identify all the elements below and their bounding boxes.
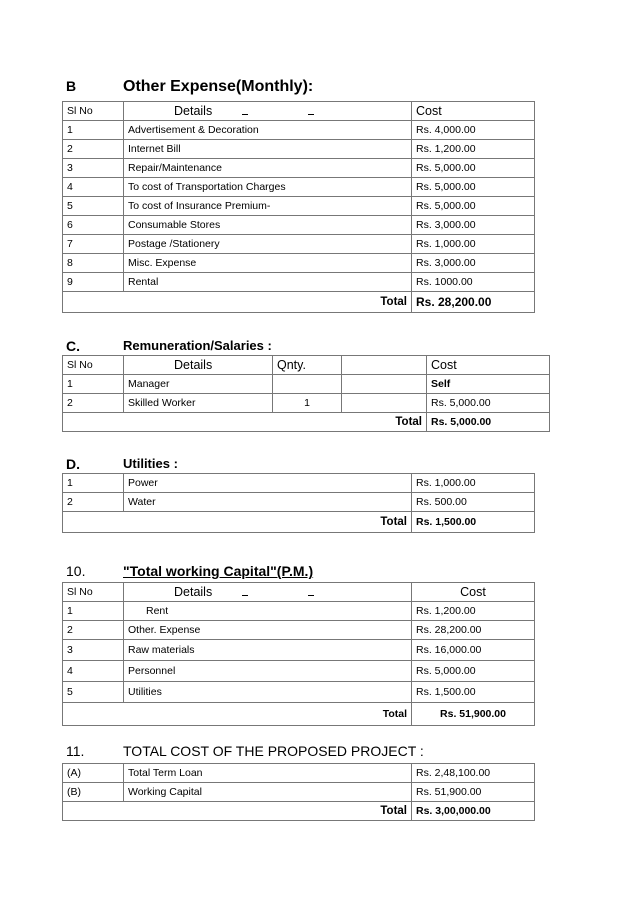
row-details: Total Term Loan: [124, 764, 412, 783]
total-row: [63, 703, 535, 726]
table-row: [63, 197, 535, 216]
details-header: Details: [124, 356, 273, 375]
table-row: [63, 682, 535, 703]
section-d-title: Utilities :: [123, 456, 178, 471]
section-c-letter: C.: [66, 338, 80, 354]
section-10-number: 10.: [66, 563, 86, 579]
total-cost-table: [62, 763, 535, 821]
total-value: Rs. 3,00,000.00: [412, 802, 535, 821]
table-row: [63, 159, 535, 178]
row-cost: Rs. 5,000.00: [412, 661, 535, 682]
total-label: Total: [63, 703, 412, 726]
row-cost: Rs. 1,200.00: [412, 140, 535, 159]
table-header-row: [63, 356, 550, 375]
table-row: [63, 764, 535, 783]
row-sl: 4: [63, 178, 124, 197]
row-cost: Rs. 3,000.00: [412, 254, 535, 273]
row-details: Skilled Worker: [124, 394, 273, 413]
section-11-title: TOTAL COST OF THE PROPOSED PROJECT :: [123, 743, 424, 759]
row-sl: 5: [63, 682, 124, 703]
total-row: [63, 413, 550, 432]
row-cost: Rs. 1,000.00: [412, 474, 535, 493]
row-sl: 4: [63, 661, 124, 682]
total-value: Rs. 51,900.00: [412, 703, 535, 726]
working-capital-table: [62, 582, 535, 726]
row-blank: [342, 394, 427, 413]
row-sl: 1: [63, 121, 124, 140]
row-cost: Rs. 5,000.00: [412, 197, 535, 216]
table-row: [63, 621, 535, 640]
total-label: Total: [63, 802, 412, 821]
row-cost: Rs. 500.00: [412, 493, 535, 512]
table-row: [63, 121, 535, 140]
row-cost: Rs. 4,000.00: [412, 121, 535, 140]
table-row: [63, 783, 535, 802]
table-row: [63, 375, 550, 394]
table-row: [63, 140, 535, 159]
row-cost: Rs. 1,200.00: [412, 602, 535, 621]
row-details: Misc. Expense: [124, 254, 412, 273]
table-row: [63, 640, 535, 661]
row-sl: (B): [63, 783, 124, 802]
cost-header: Cost: [412, 583, 535, 602]
row-sl: 9: [63, 273, 124, 292]
row-details: Power: [124, 474, 412, 493]
row-sl: 3: [63, 159, 124, 178]
row-sl: (A): [63, 764, 124, 783]
row-details: Water: [124, 493, 412, 512]
table-row: [63, 602, 535, 621]
row-sl: 6: [63, 216, 124, 235]
section-11-number: 11.: [66, 743, 85, 759]
cost-header: Cost: [427, 356, 550, 375]
row-sl: 1: [63, 375, 124, 394]
row-cost: Rs. 1000.00: [412, 273, 535, 292]
row-details: Manager: [124, 375, 273, 394]
row-qnty: [273, 375, 342, 394]
row-details: Raw materials: [124, 640, 412, 661]
section-10-title: "Total working Capital"(P.M.): [123, 563, 314, 579]
blank-header: [342, 356, 427, 375]
row-details: Consumable Stores: [124, 216, 412, 235]
total-row: [63, 512, 535, 533]
row-cost: Rs. 51,900.00: [412, 783, 535, 802]
row-cost: Rs. 16,000.00: [412, 640, 535, 661]
section-d-letter: D.: [66, 456, 80, 472]
table-header-row: [63, 583, 535, 602]
row-details: To cost of Insurance Premium-: [124, 197, 412, 216]
total-value: Rs. 1,500.00: [412, 512, 535, 533]
utilities-table: [62, 473, 535, 533]
row-sl: 2: [63, 140, 124, 159]
details-header: Details: [124, 583, 412, 602]
total-value: Rs. 28,200.00: [412, 292, 535, 313]
row-cost: Rs. 5,000.00: [412, 159, 535, 178]
total-label: Total: [63, 413, 427, 432]
row-cost: Rs. 1,500.00: [412, 682, 535, 703]
details-header: Details: [124, 102, 412, 121]
table-header-row: [63, 102, 535, 121]
table-row: [63, 474, 535, 493]
row-cost: Rs. 3,000.00: [412, 216, 535, 235]
row-blank: [342, 375, 427, 394]
row-details: Postage /Stationery: [124, 235, 412, 254]
row-cost: Rs. 5,000.00: [427, 394, 550, 413]
row-details: Internet Bill: [124, 140, 412, 159]
row-sl: 2: [63, 621, 124, 640]
row-cost: Self: [427, 375, 550, 394]
row-details: Repair/Maintenance: [124, 159, 412, 178]
table-row: [63, 178, 535, 197]
salaries-table: [62, 355, 550, 432]
row-cost: Rs. 28,200.00: [412, 621, 535, 640]
total-value: Rs. 5,000.00: [427, 413, 550, 432]
row-sl: 8: [63, 254, 124, 273]
row-sl: 1: [63, 474, 124, 493]
row-sl: 3: [63, 640, 124, 661]
row-sl: 1: [63, 602, 124, 621]
table-row: [63, 216, 535, 235]
table-row: [63, 394, 550, 413]
row-cost: Rs. 5,000.00: [412, 178, 535, 197]
total-row: [63, 802, 535, 821]
sl-no-header: Sl No: [63, 102, 124, 121]
row-cost: Rs. 1,000.00: [412, 235, 535, 254]
row-details: Rent: [124, 602, 412, 621]
table-row: [63, 273, 535, 292]
row-details: Personnel: [124, 661, 412, 682]
row-details: Utilities: [124, 682, 412, 703]
row-details: Other. Expense: [124, 621, 412, 640]
row-sl: 5: [63, 197, 124, 216]
sl-no-header: Sl No: [63, 583, 124, 602]
other-expense-table: [62, 101, 535, 313]
row-details: Rental: [124, 273, 412, 292]
total-label: Total: [63, 292, 412, 313]
sl-no-header: Sl No: [63, 356, 124, 375]
row-qnty: 1: [273, 394, 342, 413]
row-sl: 2: [63, 493, 124, 512]
section-c-title: Remuneration/Salaries :: [123, 338, 272, 353]
row-details: Advertisement & Decoration: [124, 121, 412, 140]
table-row: [63, 235, 535, 254]
table-row: [63, 493, 535, 512]
section-b-title: Other Expense(Monthly):: [123, 78, 314, 95]
qnty-header: Qnty.: [273, 356, 342, 375]
table-row: [63, 661, 535, 682]
row-details: Working Capital: [124, 783, 412, 802]
row-sl: 2: [63, 394, 124, 413]
total-row: [63, 292, 535, 313]
total-label: Total: [63, 512, 412, 533]
row-sl: 7: [63, 235, 124, 254]
section-b-letter: B: [66, 78, 77, 94]
cost-header: Cost: [412, 102, 535, 121]
row-details: To cost of Transportation Charges: [124, 178, 412, 197]
row-cost: Rs. 2,48,100.00: [412, 764, 535, 783]
table-row: [63, 254, 535, 273]
